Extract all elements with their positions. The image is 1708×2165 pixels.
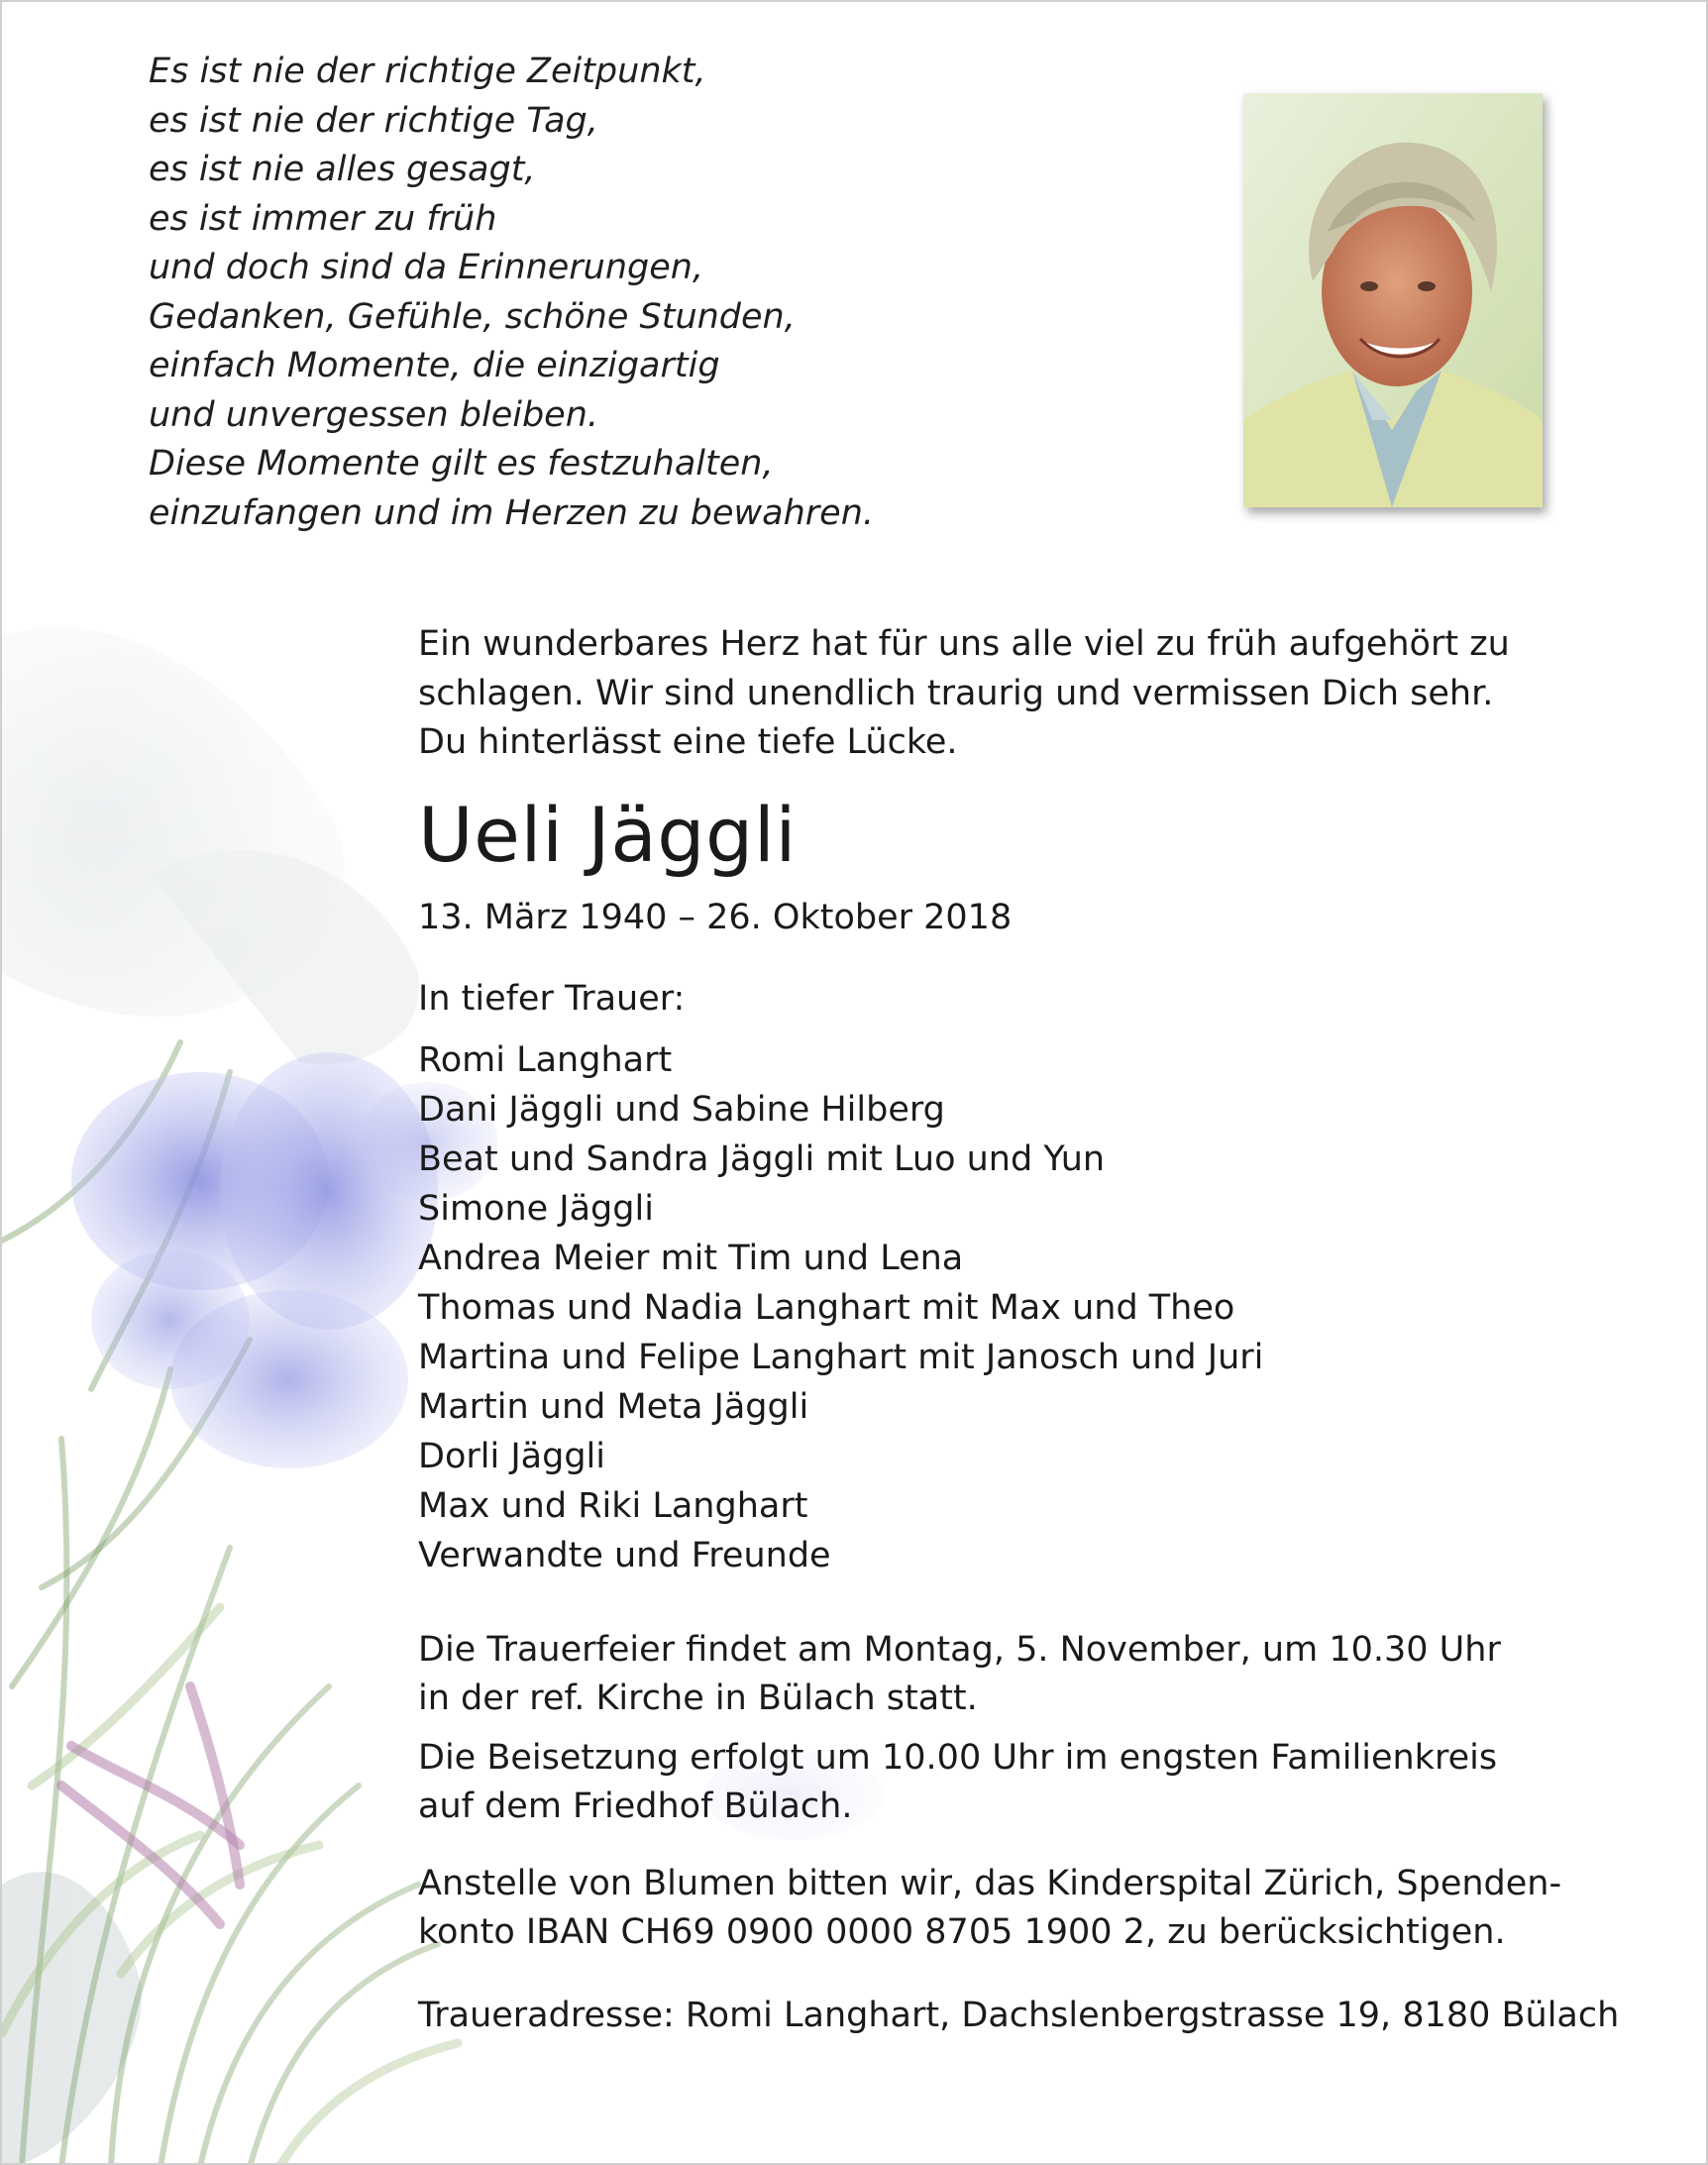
mourners-list: [418, 1035, 1676, 1580]
mourning-address: [418, 1992, 1676, 2041]
poem-line: und unvergessen bleiben.: [149, 394, 599, 435]
address-line: Traueradresse: Romi Langhart, Dachslenbergstrasse 19, 8180 Bülach: [418, 1995, 1620, 2035]
poem-line: es ist immer zu früh: [149, 198, 497, 239]
intro-line: Ein wunderbares Herz hat für uns alle viel zu früh aufgehört zu: [418, 624, 1510, 664]
mourner-item: Martin und Meta Jäggli: [418, 1386, 809, 1427]
mourner-item: Simone Jäggli: [418, 1188, 654, 1229]
life-dates: 13. März 1940 – 26. Oktober 2018: [418, 897, 1013, 937]
poem-line: einzufangen und im Herzen zu bewahren.: [149, 492, 875, 533]
ceremony-notice: [418, 1626, 1676, 1724]
poem-line: einfach Momente, die einzigartig: [149, 346, 720, 385]
mourner-item: Verwandte und Freunde: [418, 1535, 831, 1575]
ceremony-line: in der ref. Kirche in Bülach statt.: [418, 1678, 978, 1718]
mourning-label: In tiefer Trauer:: [418, 978, 686, 1019]
portrait-photo: [1243, 93, 1543, 507]
intro-line: schlagen. Wir sind unendlich traurig und vermissen Dich sehr.: [418, 673, 1494, 713]
poem-line: und doch sind da Erinnerungen,: [149, 248, 704, 287]
intro-text: [418, 620, 1676, 768]
mourner-item: Romi Langhart: [418, 1039, 673, 1080]
mourner-item: Dani Jäggli und Sabine Hilberg: [418, 1089, 945, 1130]
obituary-body: [418, 620, 1676, 2040]
poem-line: Es ist nie der richtige Zeitpunkt,: [149, 52, 706, 91]
mourner-item: Dorli Jäggli: [418, 1436, 605, 1476]
poem: [149, 48, 1139, 538]
burial-line: Die Beisetzung erfolgt um 10.00 Uhr im engsten Familienkreis: [418, 1737, 1498, 1778]
mourner-item: Beat und Sandra Jäggli mit Luo und Yun: [418, 1138, 1106, 1179]
poem-line: es ist nie der richtige Tag,: [149, 100, 598, 141]
mourner-item: Max und Riki Langhart: [418, 1485, 808, 1526]
donation-notice: [418, 1860, 1676, 1958]
poem-line: Gedanken, Gefühle, schöne Stunden,: [149, 296, 796, 337]
donation-line: konto IBAN CH69 0900 0000 8705 1900 2, zu berücksichtigen.: [418, 1912, 1506, 1952]
deceased-name: Ueli Jäggli: [418, 790, 797, 879]
poem-line: es ist nie alles gesagt,: [149, 150, 536, 189]
mourner-item: Martina und Felipe Langhart mit Janosch und Juri: [418, 1337, 1264, 1377]
mourner-item: Thomas und Nadia Langhart mit Max und Theo: [418, 1287, 1235, 1328]
mourner-item: Andrea Meier mit Tim und Lena: [418, 1238, 964, 1278]
donation-line: Anstelle von Blumen bitten wir, das Kinderspital Zürich, Spenden-: [418, 1863, 1562, 1903]
intro-line: Du hinterlässt eine tiefe Lücke.: [418, 722, 958, 762]
burial-line: auf dem Friedhof Bülach.: [418, 1786, 853, 1826]
poem-line: Diese Momente gilt es festzuhalten,: [149, 444, 774, 484]
ceremony-line: Die Trauerfeier findet am Montag, 5. November, um 10.30 Uhr: [418, 1629, 1501, 1670]
burial-notice: [418, 1734, 1676, 1832]
